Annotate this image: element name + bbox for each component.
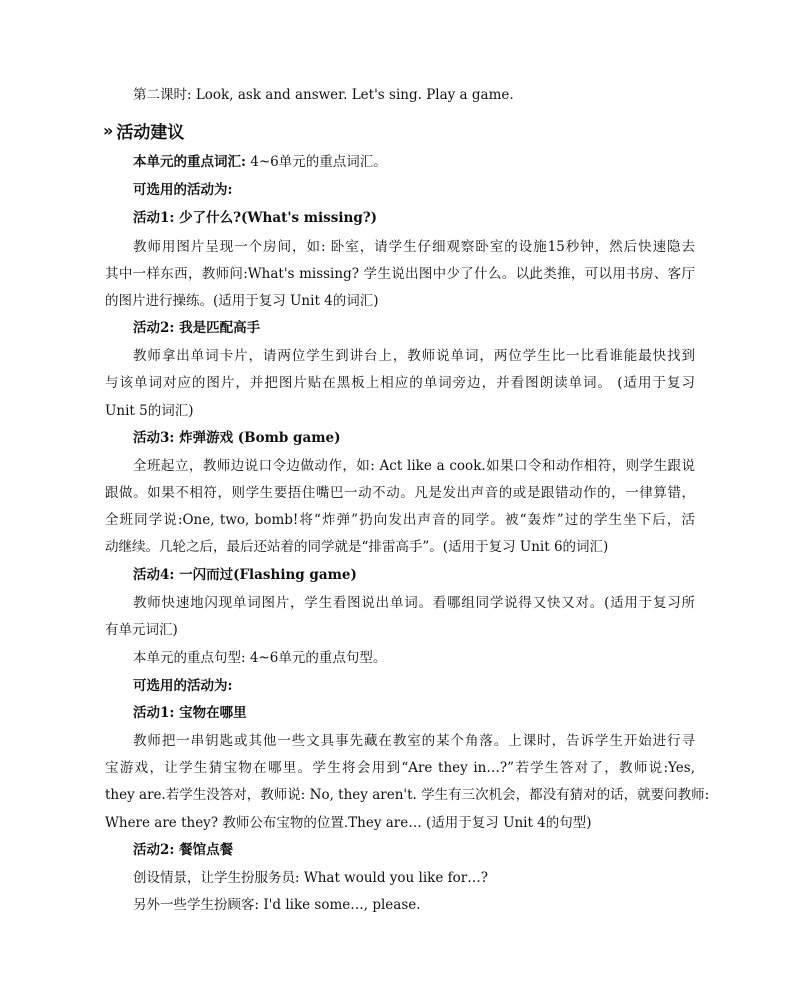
vocab-activity-2-text: 教师拿出单词卡片，请两位学生到讲台上，教师说单词，两位学生比一比看谁能最快找到 [133,348,695,364]
sentence-activity-2-text: 另外一些学生扮顾客: I'd like some…, please. [133,897,421,913]
section-heading [103,119,184,141]
vocab-activity-4-text: 教师快速地闪现单词图片，学生看图说出单词。看哪组同学说得又快又对。(适用于复习所 [133,595,695,611]
sentence-activity-1-text: they are.若学生没答对，教师说: No, they aren't. 学生有三次机会，都没有猜对的话，就要问教师: [105,787,710,803]
lesson-two-line: 第二课时: Look, ask and answer. Let's sing. Play a game. [133,87,514,103]
vocab-activity-4-text: 有单元词汇) [105,622,178,638]
vocab-activity-3-text: 全班起立，教师边说口令边做动作，如: Act like a cook.如果口令和动作相符，则学生跟说 [133,458,695,474]
vocab-activity-3-text: 动继续。几轮之后，最后还站着的同学就是“排雷高手”。(适用于复习 Unit 6的词汇) [105,539,609,555]
vocab-activity-3-text: 全班同学说:One, two, bomb!将“炸弹”扔向发出声音的同学。被“轰炸”过的学生坐下后，活 [105,512,695,528]
sentence-activity-2-text: 创设情景，让学生扮服务员: What would you like for…? [133,870,488,886]
vocab-activity-3-text: 跟做。如果不相符，则学生要捂住嘴巴一动不动。凡是发出声音的或是跟错动作的，一律算错， [105,485,695,501]
sentence-activity-1-text: 宝游戏，让学生猜宝物在哪里。学生将会用到“Are they in…?”若学生答对了，教师说:Yes, [105,760,695,776]
vocab-activity-4-title: 活动4: 一闪而过(Flashing game) [133,567,357,583]
optional-activities-label: 可选用的活动为: [133,182,233,198]
vocab-activity-2-title: 活动2: 我是匹配高手 [133,320,261,336]
vocab-activity-1-text: 的图片进行操练。(适用于复习 Unit 4的词汇) [105,293,379,309]
sentence-activity-1-text: Where are they? 教师公布宝物的位置.They are… (适用于复习 Unit 4的句型) [105,815,592,831]
vocab-activity-1-text: 教师用图片呈现一个房间，如: 卧室，请学生仔细观察卧室的设施15秒钟，然后快速隐去 [133,239,695,255]
sentence-heading: 本单元的重点句型: 4~6单元的重点句型。 [133,650,387,666]
sentence-activity-1-title: 活动1: 宝物在哪里 [133,705,247,721]
double-chevron-icon: » [103,120,109,140]
section-title: 活动建议 [116,122,185,143]
vocab-activity-2-text: Unit 5的词汇) [105,403,194,419]
sentence-activity-1-text: 教师把一串钥匙或其他一些文具事先藏在教室的某个角落。上课时，告诉学生开始进行寻 [133,733,695,749]
vocab-heading [133,152,695,172]
vocab-activity-1-title: 活动1: 少了什么?(What's missing?) [133,210,378,226]
vocab-heading-label: 本单元的重点词汇: [133,154,246,170]
vocab-activity-3-title: 活动3: 炸弹游戏 (Bomb game) [133,430,341,446]
vocab-heading-text: 4~6单元的重点词汇。 [245,154,387,170]
vocab-activity-2-text: 与该单词对应的图片，并把图片贴在黑板上相应的单词旁边，并看图朗读单词。 (适用于复习 [105,375,695,391]
vocab-activity-1-text: 其中一样东西，教师问:What's missing? 学生说出图中少了什么。以此类推，可以用书房、客厅 [105,266,695,282]
sentence-activity-2-title: 活动2: 餐馆点餐 [133,842,234,858]
optional-activities-label: 可选用的活动为: [133,678,233,694]
